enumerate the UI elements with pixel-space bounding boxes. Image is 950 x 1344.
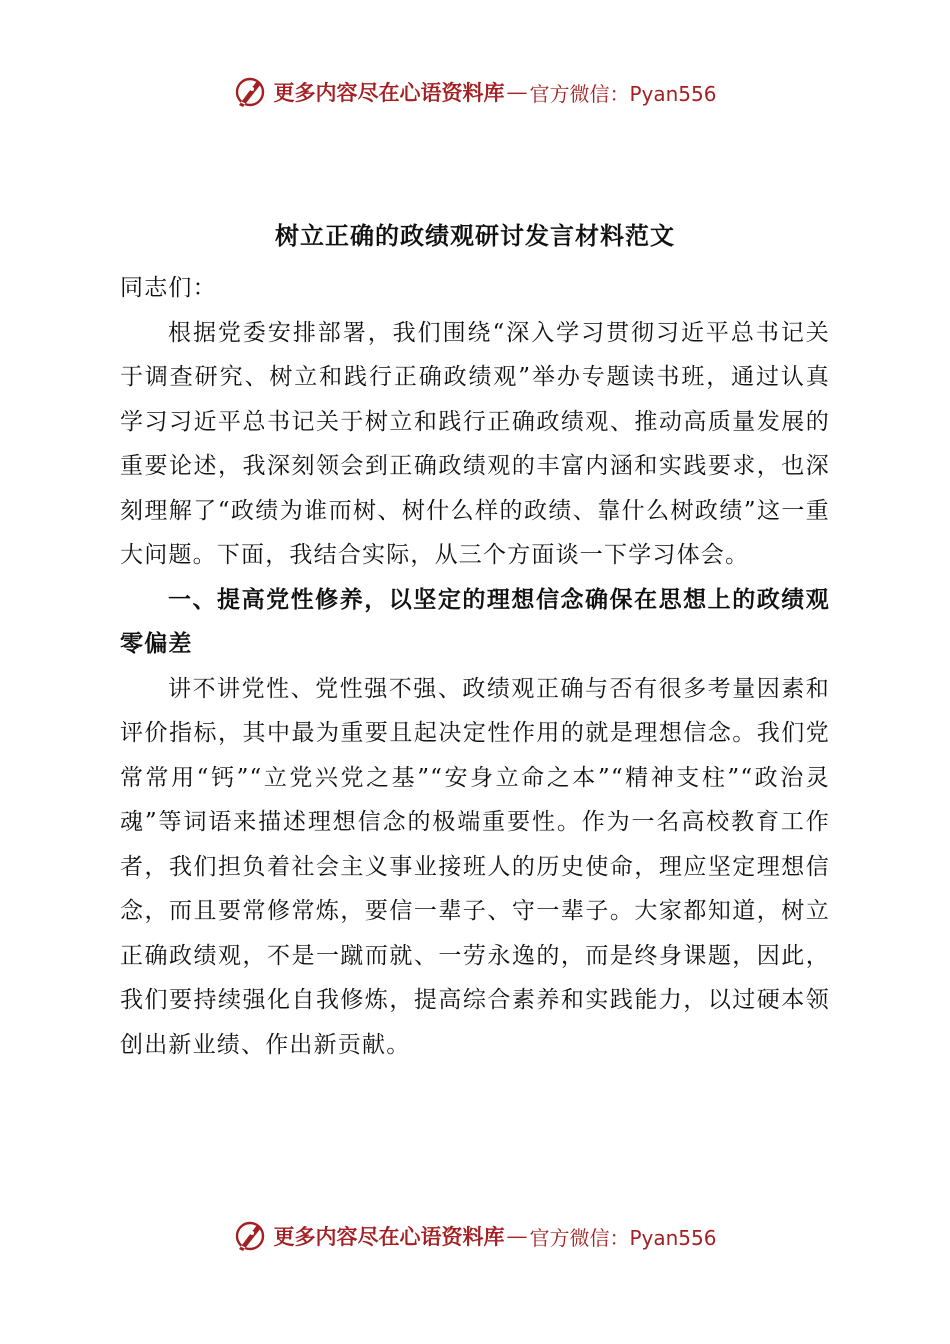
pen-circle-logo-icon [233, 1219, 267, 1253]
banner-separator: — [506, 1224, 528, 1248]
section-heading-1: 一、提高党性修养，以坚定的理想信念确保在思想上的政绩观零偏差 [120, 585, 830, 657]
banner-contact: 官方微信：Pyan556 [529, 81, 717, 106]
banner-contact: 官方微信：Pyan556 [529, 1225, 717, 1250]
document-title: 树立正确的政绩观研讨发言材料范文 [275, 221, 675, 250]
section-body-1: 讲不讲党性、党性强不强、政绩观正确与否有很多考量因素和评价指标，其中最为重要且起决定性作用的就是理想信念。我们党常常用“钙”“立党兴党之基”“安身立命之本”“精神支柱”“政治灵魂”等词语来描述理想信念的极端重要性。作为一名高校教育工作者，我们担负着社会主义事业接班人的历史使命，理应坚定理想信念，而且要常修常炼，要信一辈子、守一辈子。大家都知道，树立正确政绩观，不是一蹴而就、一劳永逸的，而是终身课题，因此，我们要持续强化自我修炼，提高综合素养和实践能力，以过硬本领创出新业绩、作出新贡献。 [120, 675, 830, 1058]
banner-text: 更多内容尽在心语资料库 [273, 1224, 505, 1249]
document-body [120, 266, 830, 1067]
footer-banner [0, 1214, 950, 1258]
banner-text: 更多内容尽在心语资料库 [273, 80, 505, 105]
salutation: 同志们： [120, 275, 217, 301]
pen-circle-logo-icon [233, 75, 267, 109]
intro-paragraph: 根据党委安排部署，我们围绕“深入学习贯彻习近平总书记关于调查研究、树立和践行正确政绩观”举办专题读书班，通过认真学习习近平总书记关于树立和践行正确政绩观、推动高质量发展的重要论述，我深刻领会到正确政绩观的丰富内涵和实践要求，也深刻理解了“政绩为谁而树、树什么样的政绩、靠什么树政绩”这一重大问题。下面，我结合实际，从三个方面谈一下学习体会。 [120, 319, 830, 568]
banner-separator: — [506, 80, 528, 104]
header-banner [0, 70, 950, 114]
